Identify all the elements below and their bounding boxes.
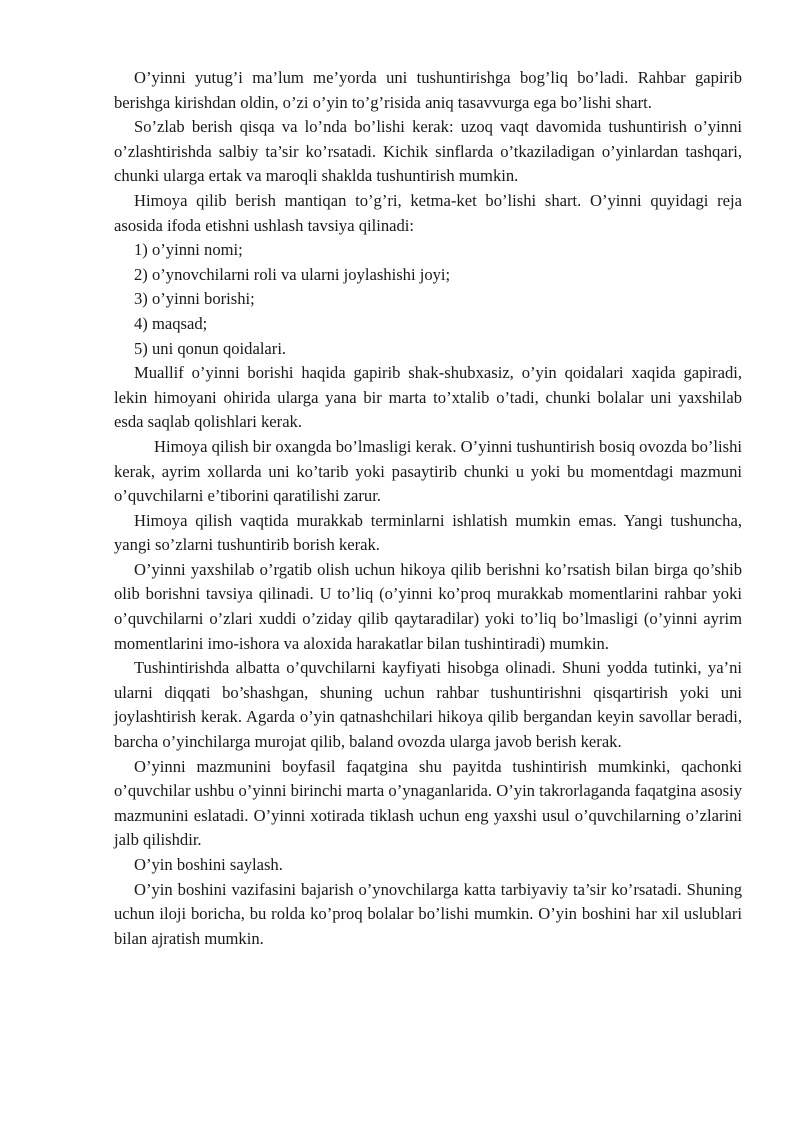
plan-item-rules: 5) uni qonun qoidalari. <box>134 338 287 358</box>
paragraph-leader-role: O’yin boshini vazifasini bajarish o’ynovchilarga katta tarbiyaviy ta’sir ko’rsatadi. Shuning uchun iloji boricha, bu rolda ko’proq bolalar bo’lishi mumkin. O’yin boshini har xil uslublari bilan ajratish mumkin. <box>114 879 742 948</box>
paragraph-brief-explanation: So’zlab berish qisqa va lo’nda bo’lishi kerak: uzoq vaqt davomida tushuntirish o’yinni o’zlashtirishda salbiy ta’sir ko’rsatadi. Kichik sinflarda o’tkaziladigan o’yinlardan tashqari, chunki ularga ertak va maroqli shaklda tushuntirish mumkin. <box>114 117 742 186</box>
plan-item-name: 1) o’yinni nomi; <box>134 240 243 260</box>
section-heading-leader-selection: O’yin boshini saylash. <box>134 855 283 874</box>
document-page <box>114 66 742 951</box>
paragraph-rules-reminder: Muallif o’yinni borishi haqida gapirib shak-shubxasiz, o’yin qoidalari xaqida gapiradi, lekin himoyani ohirida ularga yana bir marta to’xtalib o’tadi, chunki bolalar uni yaxshilab esda saqlab qolishlari kerak. <box>114 363 742 432</box>
paragraph-detailed-content: O’yinni mazmunini boyfasil faqatgina shu payitda tushintirish mumkinki, qachonki o’quvchilar ushbu o’yinni birinchi marta o’ynaganlarida. O’yin takrorlaganda faqatgina asosiy mazmunini eslatadi. O’yinni xotirada tiklash uchun eng yaxshi usul o’quvchilarning o’zlarini jalb qilishdir. <box>114 756 742 850</box>
plan-item-roles: 2) o’ynovchilarni roli va ularni joylashishi joyi; <box>134 264 451 284</box>
paragraph-logical-plan: Himoya qilib berish mantiqan to’g’ri, ketma-ket bo’lishi shart. O’yinni quyidagi reja asosida ifoda etishni ushlash tavsiya qilinadi: <box>114 190 742 235</box>
paragraph-demonstration: O’yinni yaxshilab o’rgatib olish uchun hikoya qilib berishni ko’rsatish bilan birga qo’shib olib borishni tavsiya qilinadi. U to’liq (o’yinni ko’proq murakkab momentlarini rahbar yoki o’quvchilarni o’zlari xuddi o’ziday qilib qaytaradilar) yoki to’liq bo’lmasligi (o’yinni ayrim momentlarini imo-ishora va aloxida harakatlar bilan tushintiradi) mumkin. <box>114 559 742 653</box>
paragraph-voice-tone: Himoya qilish bir oxangda bo’lmasligi kerak. O’yinni tushuntirish bosiq ovozda bo’lishi kerak, ayrim xollarda uni ko’tarib yoki pasaytirib chunki u yoki bu momentdagi mazmuni o’quvchilarni e’tiborini qaratilishi zarur. <box>114 436 742 506</box>
plan-item-course: 3) o’yinni borishi; <box>134 289 255 309</box>
paragraph-game-success: O’yinni yutug’i ma’lum me’yorda uni tushuntirishga bog’liq bo’ladi. Rahbar gapirib berishga kirishdan oldin, o’zi o’yin to’g’risida aniq tasavvurga ega bo’lishi shart. <box>114 68 742 112</box>
paragraph-terminology: Himoya qilish vaqtida murakkab terminlarni ishlatish mumkin emas. Yangi tushuncha, yangi so’zlarni tushuntirib borish kerak. <box>114 510 742 555</box>
plan-item-goal: 4) maqsad; <box>134 313 208 333</box>
paragraph-student-mood: Tushintirishda albatta o’quvchilarni kayfiyati hisobga olinadi. Shuni yodda tutinki, ya’ni ularni diqqati bo’shashgan, shuning uchun rahbar tushuntirishni qisqartirish yoki uni joylashtirish kerak. Agarda o’yin qatnashchilari hikoya qilib bergandan keyin savollar beradi, barcha o’yinchilarga murojat qilib, baland ovozda ularga javob berish kerak. <box>114 658 742 752</box>
